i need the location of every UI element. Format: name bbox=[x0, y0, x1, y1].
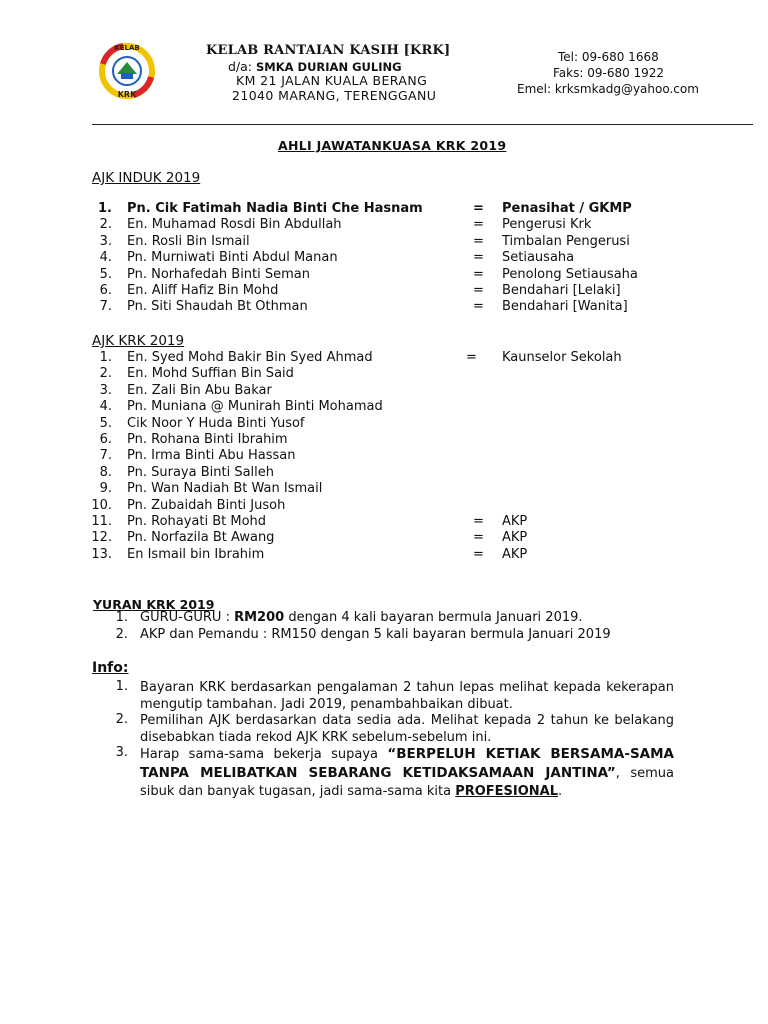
equals-sign: = bbox=[473, 250, 484, 266]
member-name: Pn. Rohayati Bt Mohd bbox=[127, 514, 267, 529]
member-number: 7. bbox=[99, 448, 112, 464]
info-paragraph: Harap sama-sama bekerja supaya “BERPELUH KETIAK BERSAMA-SAMA TANPA MELIBATKAN SEBARANG KETIDAKSAMAAN JANTINA”, semua sibuk dan banyak tugasan, jadi sama-sama kita PROFESIONAL. bbox=[140, 746, 675, 799]
member-role: AKP bbox=[502, 514, 528, 529]
info-number: 2. bbox=[115, 712, 128, 727]
equals-sign: = bbox=[473, 514, 484, 529]
member-role: Bendahari [Lelaki] bbox=[502, 283, 621, 298]
member-name: En. Zali Bin Abu Bakar bbox=[127, 382, 272, 398]
ajk-krk-heading: AJK KRK 2019 bbox=[92, 333, 185, 349]
member-number: 2. bbox=[99, 217, 112, 233]
member-name: Pn. Murniwati Binti Abdul Manan bbox=[127, 250, 338, 266]
member-name: Pn. Muniana @ Munirah Binti Mohamad bbox=[127, 399, 383, 415]
member-number: 1. bbox=[98, 201, 112, 216]
member-name: Pn. Siti Shaudah Bt Othman bbox=[127, 299, 308, 315]
member-name: En. Mohd Suffian Bin Said bbox=[127, 366, 294, 382]
member-number: 5. bbox=[99, 415, 112, 431]
member-name: En Ismail bin Ibrahim bbox=[127, 546, 265, 562]
ajk-induk-heading: AJK INDUK 2019 bbox=[92, 170, 201, 186]
krk-logo bbox=[93, 40, 161, 100]
email: Emel: krksmkadg@yahoo.com bbox=[517, 82, 699, 96]
member-name: En. Muhamad Rosdi Bin Abdullah bbox=[127, 217, 342, 233]
fax: Faks: 09-680 1922 bbox=[553, 66, 665, 80]
address-line1: KM 21 JALAN KUALA BERANG bbox=[236, 73, 428, 88]
member-name: Pn. Suraya Binti Salleh bbox=[127, 464, 274, 480]
member-number: 9. bbox=[99, 481, 112, 497]
equals-sign: = bbox=[473, 283, 484, 298]
equals-sign: = bbox=[466, 350, 477, 365]
member-role: Setiausaha bbox=[502, 250, 575, 266]
member-name: Pn. Wan Nadiah Bt Wan Ismail bbox=[127, 481, 323, 497]
member-number: 6. bbox=[99, 432, 112, 447]
club-name: KELAB RANTAIAN KASIH [KRK] bbox=[206, 43, 451, 58]
yuran-text: AKP dan Pemandu : RM150 dengan 5 kali bayaran bermula Januari 2019 bbox=[140, 627, 611, 642]
member-number: 10. bbox=[91, 497, 112, 513]
member-name: Pn. Rohana Binti Ibrahim bbox=[127, 432, 288, 447]
member-name: Cik Noor Y Huda Binti Yusof bbox=[127, 415, 305, 431]
member-role: Pengerusi Krk bbox=[502, 217, 592, 233]
yuran-number: 1. bbox=[115, 610, 128, 625]
info-paragraph: Pemilihan AJK berdasarkan data sedia ada. Melihat kepada 2 tahun ke belakang disebabkan tiada rekod AJK KRK sebelum-sebelum ini. bbox=[140, 713, 674, 745]
member-role: Penolong Setiausaha bbox=[502, 266, 638, 282]
member-name: En. Syed Mohd Bakir Bin Syed Ahmad bbox=[127, 350, 373, 365]
yuran-text: GURU-GURU : RM200 dengan 4 kali bayaran bermula Januari 2019. bbox=[140, 610, 583, 625]
member-number: 11. bbox=[91, 514, 112, 529]
document-title: AHLI JAWATANKUASA KRK 2019 bbox=[278, 138, 507, 153]
address-prefix: d/a: bbox=[228, 59, 256, 74]
member-number: 13. bbox=[91, 546, 112, 562]
member-number: 3. bbox=[99, 382, 112, 398]
address-line2: 21040 MARANG, TERENGGANU bbox=[232, 88, 437, 103]
member-number: 8. bbox=[99, 464, 112, 480]
equals-sign: = bbox=[473, 201, 484, 216]
member-role: Bendahari [Wanita] bbox=[502, 299, 628, 315]
member-number: 12. bbox=[91, 530, 112, 546]
yuran-heading: YURAN KRK 2019 bbox=[93, 597, 215, 612]
school-name: SMKA DURIAN GULING bbox=[256, 60, 402, 74]
member-number: 4. bbox=[99, 250, 112, 266]
header-divider bbox=[92, 124, 753, 125]
equals-sign: = bbox=[473, 266, 484, 282]
member-name: Pn. Irma Binti Abu Hassan bbox=[127, 448, 296, 464]
info-paragraph: Bayaran KRK berdasarkan pengalaman 2 tahun lepas melihat kepada kekerapan mengutip tambahan. Jadi 2019, penambahbaikan dibuat. bbox=[140, 680, 674, 712]
yuran-number: 2. bbox=[115, 627, 128, 642]
equals-sign: = bbox=[473, 299, 484, 315]
member-name: Pn. Norhafedah Binti Seman bbox=[127, 266, 311, 282]
member-number: 5. bbox=[99, 266, 112, 282]
member-number: 6. bbox=[99, 283, 112, 298]
member-name: En. Aliff Hafiz Bin Mohd bbox=[127, 283, 279, 298]
equals-sign: = bbox=[473, 217, 484, 233]
member-number: 3. bbox=[99, 233, 112, 249]
member-number: 2. bbox=[99, 366, 112, 382]
info-heading: Info: bbox=[92, 660, 129, 676]
member-role: Penasihat / GKMP bbox=[502, 201, 632, 216]
equals-sign: = bbox=[473, 233, 484, 249]
member-number: 7. bbox=[99, 299, 112, 315]
address-school bbox=[228, 59, 402, 74]
info-number: 1. bbox=[115, 679, 128, 694]
member-number: 1. bbox=[99, 350, 112, 365]
member-role: AKP bbox=[502, 546, 528, 562]
member-number: 4. bbox=[99, 399, 112, 415]
member-name: Pn. Zubaidah Binti Jusoh bbox=[127, 497, 286, 513]
equals-sign: = bbox=[473, 530, 484, 546]
member-name: Pn. Norfazila Bt Awang bbox=[127, 530, 275, 546]
member-name: En. Rosli Bin Ismail bbox=[127, 233, 250, 249]
svg-text:KELAB: KELAB bbox=[114, 44, 140, 52]
member-role: Kaunselor Sekolah bbox=[502, 350, 622, 365]
member-role: Timbalan Pengerusi bbox=[502, 233, 630, 249]
svg-text:KRK: KRK bbox=[117, 90, 137, 99]
telephone: Tel: 09-680 1668 bbox=[558, 50, 659, 64]
info-number: 3. bbox=[115, 745, 128, 760]
equals-sign: = bbox=[473, 546, 484, 562]
member-role: AKP bbox=[502, 530, 528, 546]
member-name: Pn. Cik Fatimah Nadia Binti Che Hasnam bbox=[127, 201, 423, 216]
